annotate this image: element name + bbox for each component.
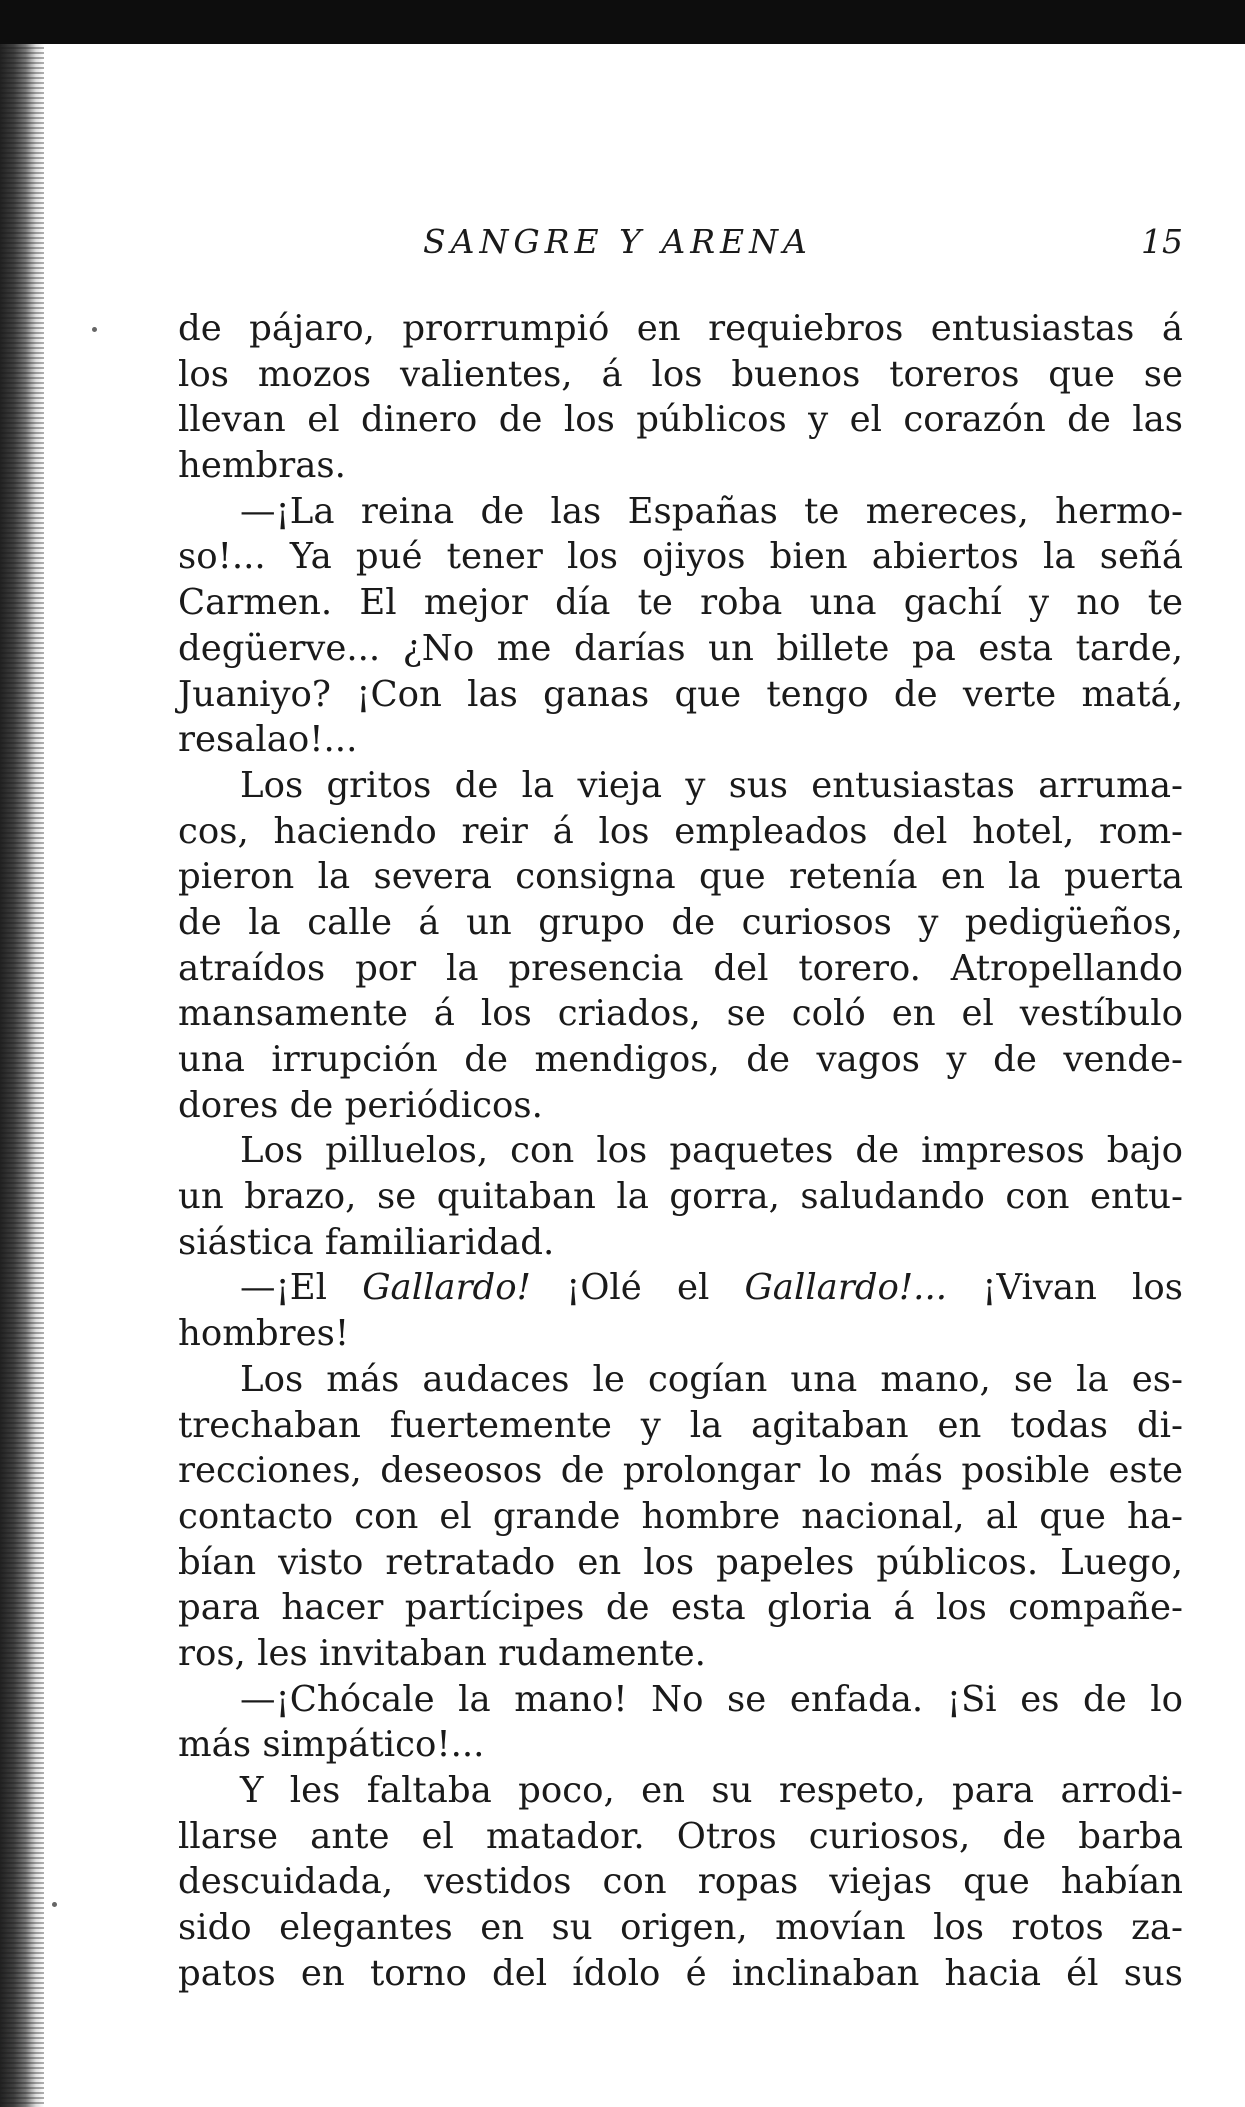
text-line: una irrupción de mendigos, de vagos y de vende-: [178, 1039, 1183, 1080]
text-line: Los más audaces le cogían una mano, se la es-: [240, 1358, 1183, 1400]
text-line: patos en torno del ídolo é inclinaban hacia él sus: [178, 1952, 1183, 1994]
text-line: contacto con el grande hombre nacional, al que ha-: [178, 1495, 1183, 1537]
scan-speck: [52, 1902, 57, 1907]
text-line: para hacer partícipes de esta gloria á los compañe-: [178, 1587, 1183, 1629]
text-line: los mozos valientes, á los buenos toreros que se: [178, 353, 1183, 395]
text-segment: —¡El: [240, 1267, 363, 1309]
text-line: bían visto retratado en los papeles públicos. Luego,: [178, 1541, 1183, 1583]
text-line: recciones, deseosos de prolongar lo más posible este: [178, 1450, 1183, 1492]
text-line: sido elegantes en su origen, movían los rotos za-: [178, 1907, 1183, 1949]
text-line: más simpático!...: [178, 1724, 485, 1766]
text-line: hembras.: [178, 445, 346, 487]
text-line: de pájaro, prorrumpió en requiebros entusiastas á: [178, 308, 1183, 349]
running-title: SANGRE Y ARENA: [423, 222, 812, 261]
text-line: siástica familiaridad.: [178, 1221, 555, 1263]
text-segment: ¡Vivan los: [947, 1267, 1183, 1309]
text-line: [178, 1265, 1183, 1311]
scan-binding-edge: [0, 44, 44, 2107]
italic-name: Gallardo!...: [744, 1267, 948, 1309]
text-line: so!... Ya pué tener los ojiyos bien abiertos la señá: [178, 536, 1183, 578]
scan-top-edge: [0, 0, 1245, 44]
text-line: —¡La reina de las Españas te mereces, hermo-: [240, 490, 1183, 532]
text-line: un brazo, se quitaban la gorra, saludando con entu-: [178, 1176, 1183, 1218]
text-line: cos, haciendo reir á los empleados del hotel, rom-: [178, 810, 1183, 852]
text-line: mansamente á los criados, se coló en el vestíbulo: [178, 993, 1183, 1035]
text-line: llevan el dinero de los públicos y el corazón de las: [178, 399, 1183, 441]
text-line: llarse ante el matador. Otros curiosos, de barba: [178, 1815, 1183, 1857]
text-line: Y les faltaba poco, en su respeto, para arrodi-: [240, 1770, 1183, 1811]
text-line: Juaniyo? ¡Con las ganas que tengo de verte matá,: [178, 673, 1183, 715]
page-number: 15: [1141, 222, 1183, 261]
text-line: resalao!...: [178, 719, 358, 761]
text-line: de la calle á un grupo de curiosos y pedigüeños,: [178, 901, 1183, 943]
text-segment: ¡Olé el: [530, 1267, 745, 1309]
text-line: dores de periódicos.: [178, 1084, 543, 1126]
body-text: [178, 306, 1183, 1996]
text-line: —¡Chócale la mano! No se enfada. ¡Si es de lo: [240, 1678, 1183, 1720]
text-line: Carmen. El mejor día te roba una gachí y no te: [178, 582, 1183, 624]
page-header: [178, 222, 1183, 272]
text-line: trechaban fuertemente y la agitaban en todas di-: [178, 1404, 1183, 1446]
text-line: pieron la severa consigna que retenía en la puerta: [178, 856, 1183, 898]
text-line: Los pilluelos, con los paquetes de impresos bajo: [240, 1130, 1183, 1172]
scan-speck: [92, 327, 97, 332]
text-line: ros, les invitaban rudamente.: [178, 1632, 706, 1674]
text-line: degüerve... ¿No me darías un billete pa esta tarde,: [178, 627, 1183, 669]
text-line: hombres!: [178, 1313, 350, 1355]
text-line: Los gritos de la vieja y sus entusiastas arruma-: [240, 764, 1183, 806]
text-line: atraídos por la presencia del torero. Atropellando: [178, 947, 1183, 989]
text-line: descuidada, vestidos con ropas viejas que habían: [178, 1861, 1183, 1903]
italic-name: Gallardo!: [362, 1267, 531, 1309]
